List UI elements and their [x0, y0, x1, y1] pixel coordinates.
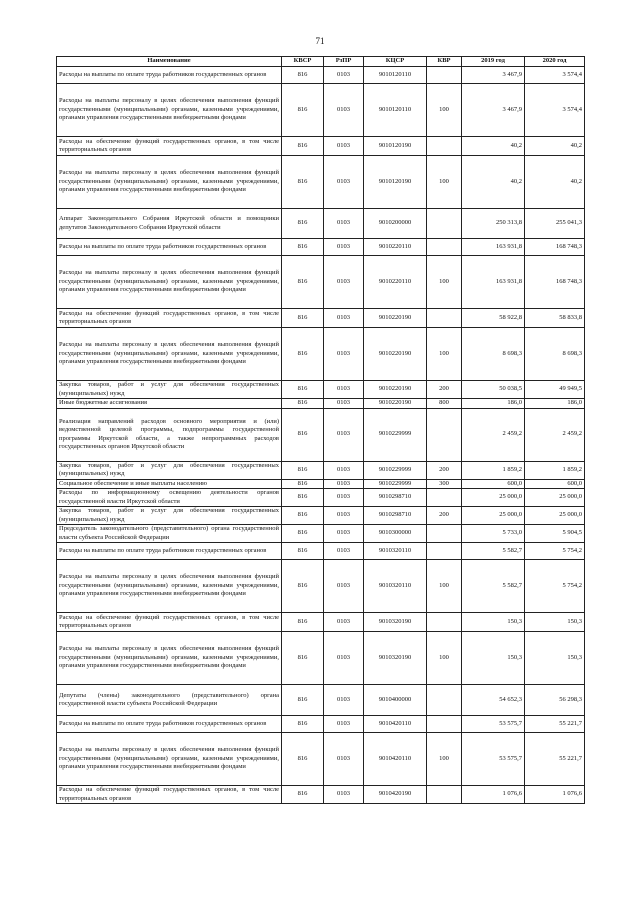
row-kvsr: 816: [282, 507, 324, 525]
row-name: Расходы на выплаты персоналу в целях обеспечения выполнения функций государственными (муниципальными) органами, казенными учреждениями, органами управления государственными внебюджетными фондами: [57, 256, 282, 309]
row-amount-2019: 163 931,8: [462, 256, 525, 309]
row-amount-2020: 150,3: [525, 613, 585, 632]
header-kvsr: КВСР: [282, 57, 324, 67]
row-kcsr: 9010220190: [364, 328, 427, 381]
header-2020: 2020 год: [525, 57, 585, 67]
row-amount-2019: 3 467,9: [462, 84, 525, 137]
row-kvr: [427, 685, 462, 716]
row-rzpr: 0103: [324, 67, 364, 84]
row-kvsr: 816: [282, 733, 324, 786]
table-row: [57, 733, 585, 786]
row-amount-2020: 600,0: [525, 479, 585, 489]
row-kvsr: 816: [282, 381, 324, 399]
row-kcsr: 9010300000: [364, 525, 427, 543]
row-amount-2019: 150,3: [462, 632, 525, 685]
row-amount-2020: 2 459,2: [525, 408, 585, 461]
row-amount-2019: 186,0: [462, 399, 525, 409]
table-header-row: [57, 57, 585, 67]
row-kvsr: 816: [282, 543, 324, 560]
row-name: Закупка товаров, работ и услуг для обеспечения государственных (муниципальных) нужд: [57, 381, 282, 399]
row-rzpr: 0103: [324, 543, 364, 560]
row-kcsr: 9010120190: [364, 137, 427, 156]
table-row: [57, 507, 585, 525]
row-amount-2019: 5 733,0: [462, 525, 525, 543]
row-kcsr: 9010220110: [364, 239, 427, 256]
row-amount-2019: 58 922,8: [462, 309, 525, 328]
row-amount-2020: 3 574,4: [525, 67, 585, 84]
table-row: [57, 256, 585, 309]
row-rzpr: 0103: [324, 507, 364, 525]
row-amount-2019: 54 652,3: [462, 685, 525, 716]
row-name: Расходы на выплаты персоналу в целях обеспечения выполнения функций государственными (муниципальными) органами, казенными учреждениями, органами управления государственными внебюджетными фондами: [57, 560, 282, 613]
row-amount-2019: 25 000,0: [462, 489, 525, 507]
row-kvr: [427, 786, 462, 804]
row-name: Социальное обеспечение и иные выплаты населению: [57, 479, 282, 489]
row-amount-2020: 55 221,7: [525, 733, 585, 786]
row-rzpr: 0103: [324, 786, 364, 804]
row-amount-2020: 25 000,0: [525, 507, 585, 525]
row-rzpr: 0103: [324, 632, 364, 685]
row-amount-2020: 55 221,7: [525, 716, 585, 733]
row-rzpr: 0103: [324, 525, 364, 543]
table-row: [57, 461, 585, 479]
row-name: Расходы на выплаты по оплате труда работников государственных органов: [57, 543, 282, 560]
header-rzpr: РзПР: [324, 57, 364, 67]
row-kcsr: 9010420110: [364, 716, 427, 733]
table-row: [57, 67, 585, 84]
row-rzpr: 0103: [324, 399, 364, 409]
row-kvsr: 816: [282, 560, 324, 613]
row-kvsr: 816: [282, 461, 324, 479]
row-rzpr: 0103: [324, 256, 364, 309]
table-row: [57, 479, 585, 489]
row-rzpr: 0103: [324, 716, 364, 733]
row-kcsr: 9010298710: [364, 507, 427, 525]
row-kcsr: 9010120110: [364, 84, 427, 137]
header-kvr: КВР: [427, 57, 462, 67]
row-rzpr: 0103: [324, 137, 364, 156]
row-kvsr: 816: [282, 786, 324, 804]
row-rzpr: 0103: [324, 733, 364, 786]
row-name: Расходы на выплаты по оплате труда работников государственных органов: [57, 716, 282, 733]
row-amount-2019: 53 575,7: [462, 716, 525, 733]
table-row: [57, 137, 585, 156]
row-amount-2020: 168 748,3: [525, 239, 585, 256]
row-rzpr: 0103: [324, 489, 364, 507]
row-amount-2019: 40,2: [462, 156, 525, 209]
row-kvsr: 816: [282, 399, 324, 409]
row-kcsr: 9010220190: [364, 309, 427, 328]
row-kvsr: 816: [282, 239, 324, 256]
table-row: [57, 209, 585, 239]
row-name: Закупка товаров, работ и услуг для обеспечения государственных (муниципальных) нужд: [57, 461, 282, 479]
row-kvsr: 816: [282, 716, 324, 733]
page-number: 71: [315, 36, 325, 46]
row-rzpr: 0103: [324, 560, 364, 613]
row-rzpr: 0103: [324, 408, 364, 461]
row-kcsr: 9010320110: [364, 560, 427, 613]
row-kvsr: 816: [282, 137, 324, 156]
row-name: Председатель законодательного (представительного) органа государственной власти субъекта Российской Федерации: [57, 525, 282, 543]
row-name: Депутаты (члены) законодательного (представительного) органа государственной власти субъекта Российской Федерации: [57, 685, 282, 716]
row-amount-2020: 5 904,5: [525, 525, 585, 543]
row-kcsr: 9010220190: [364, 399, 427, 409]
row-kvsr: 816: [282, 613, 324, 632]
row-amount-2019: 3 467,9: [462, 67, 525, 84]
row-amount-2019: 5 582,7: [462, 543, 525, 560]
row-name: Расходы на обеспечение функций государственных органов, в том числе территориальных органов: [57, 309, 282, 328]
row-kcsr: 9010220110: [364, 256, 427, 309]
row-amount-2020: 58 833,8: [525, 309, 585, 328]
row-name: Закупка товаров, работ и услуг для обеспечения государственных (муниципальных) нужд: [57, 507, 282, 525]
row-kvsr: 816: [282, 209, 324, 239]
row-rzpr: 0103: [324, 685, 364, 716]
row-kvsr: 816: [282, 328, 324, 381]
row-kvsr: 816: [282, 309, 324, 328]
table-row: [57, 399, 585, 409]
header-name: Наименование: [57, 57, 282, 67]
row-kcsr: 9010400000: [364, 685, 427, 716]
row-amount-2020: 3 574,4: [525, 84, 585, 137]
row-kvr: 200: [427, 507, 462, 525]
row-amount-2019: 1 859,2: [462, 461, 525, 479]
row-kvsr: 816: [282, 632, 324, 685]
row-amount-2019: 53 575,7: [462, 733, 525, 786]
row-amount-2019: 150,3: [462, 613, 525, 632]
row-kcsr: 9010420190: [364, 786, 427, 804]
header-2019: 2019 год: [462, 57, 525, 67]
row-amount-2020: 8 698,3: [525, 328, 585, 381]
row-kvsr: 816: [282, 256, 324, 309]
row-rzpr: 0103: [324, 309, 364, 328]
row-rzpr: 0103: [324, 239, 364, 256]
row-amount-2020: 255 041,3: [525, 209, 585, 239]
row-kvr: 300: [427, 479, 462, 489]
row-amount-2020: 1 859,2: [525, 461, 585, 479]
row-name: Реализация направлений расходов основного мероприятия и (или) ведомственной целевой программы, подпрограммы государственной программы Иркутской области, а также непрограммных расходов государственных органов Иркутской области: [57, 408, 282, 461]
table-row: [57, 786, 585, 804]
row-amount-2019: 5 582,7: [462, 560, 525, 613]
row-name: Расходы на обеспечение функций государственных органов, в том числе территориальных органов: [57, 137, 282, 156]
row-name: Расходы на выплаты по оплате труда работников государственных органов: [57, 67, 282, 84]
row-kvr: [427, 408, 462, 461]
row-name: Расходы на обеспечение функций государственных органов, в том числе территориальных органов: [57, 786, 282, 804]
row-amount-2020: 186,0: [525, 399, 585, 409]
row-rzpr: 0103: [324, 209, 364, 239]
row-amount-2019: 1 076,6: [462, 786, 525, 804]
row-rzpr: 0103: [324, 613, 364, 632]
row-amount-2020: 1 076,6: [525, 786, 585, 804]
row-kvr: [427, 239, 462, 256]
row-kvsr: 816: [282, 156, 324, 209]
table-row: [57, 489, 585, 507]
table-row: [57, 381, 585, 399]
row-amount-2020: 40,2: [525, 156, 585, 209]
row-kvr: [427, 613, 462, 632]
row-name: Расходы по информационному освещению деятельности органов государственной власти Иркутской области: [57, 489, 282, 507]
row-kvr: 200: [427, 381, 462, 399]
row-kvr: 100: [427, 328, 462, 381]
row-kvr: [427, 489, 462, 507]
table-row: [57, 156, 585, 209]
table-row: [57, 525, 585, 543]
header-kcsr: КЦСР: [364, 57, 427, 67]
row-name: Расходы на выплаты по оплате труда работников государственных органов: [57, 239, 282, 256]
row-kvr: 800: [427, 399, 462, 409]
row-rzpr: 0103: [324, 381, 364, 399]
row-kcsr: 9010229999: [364, 461, 427, 479]
row-kvsr: 816: [282, 84, 324, 137]
row-rzpr: 0103: [324, 328, 364, 381]
row-amount-2020: 56 298,3: [525, 685, 585, 716]
row-kcsr: 9010120190: [364, 156, 427, 209]
row-kvsr: 816: [282, 489, 324, 507]
row-kcsr: 9010229999: [364, 408, 427, 461]
row-kcsr: 9010229999: [364, 479, 427, 489]
row-kvsr: 816: [282, 67, 324, 84]
row-kvsr: 816: [282, 408, 324, 461]
table-row: [57, 309, 585, 328]
row-kvsr: 816: [282, 479, 324, 489]
table-row: [57, 543, 585, 560]
table-row: [57, 408, 585, 461]
row-kcsr: 9010200000: [364, 209, 427, 239]
row-name: Расходы на выплаты персоналу в целях обеспечения выполнения функций государственными (муниципальными) органами, казенными учреждениями, органами управления государственными внебюджетными фондами: [57, 733, 282, 786]
row-name: Расходы на выплаты персоналу в целях обеспечения выполнения функций государственными (муниципальными) органами, казенными учреждениями, органами управления государственными внебюджетными фондами: [57, 328, 282, 381]
row-name: Аппарат Законодательного Собрания Иркутской области и помощники депутатов Законодательного Собрания Иркутской области: [57, 209, 282, 239]
row-amount-2020: 150,3: [525, 632, 585, 685]
row-kvsr: 816: [282, 685, 324, 716]
table-row: [57, 685, 585, 716]
row-kvr: 100: [427, 156, 462, 209]
row-kcsr: 9010298710: [364, 489, 427, 507]
row-rzpr: 0103: [324, 479, 364, 489]
row-amount-2020: 25 000,0: [525, 489, 585, 507]
row-amount-2020: 40,2: [525, 137, 585, 156]
row-kvr: 100: [427, 256, 462, 309]
row-amount-2019: 8 698,3: [462, 328, 525, 381]
row-amount-2019: 25 000,0: [462, 507, 525, 525]
table-row: [57, 84, 585, 137]
row-kvr: 100: [427, 84, 462, 137]
row-amount-2020: 49 949,5: [525, 381, 585, 399]
row-amount-2019: 250 313,8: [462, 209, 525, 239]
row-name: Расходы на выплаты персоналу в целях обеспечения выполнения функций государственными (муниципальными) органами, казенными учреждениями, органами управления государственными внебюджетными фондами: [57, 632, 282, 685]
row-amount-2019: 600,0: [462, 479, 525, 489]
row-kvr: [427, 716, 462, 733]
row-kcsr: 9010320190: [364, 613, 427, 632]
row-rzpr: 0103: [324, 156, 364, 209]
row-kvsr: 816: [282, 525, 324, 543]
row-name: Расходы на выплаты персоналу в целях обеспечения выполнения функций государственными (муниципальными) органами, казенными учреждениями, органами управления государственными внебюджетными фондами: [57, 156, 282, 209]
row-kcsr: 9010320190: [364, 632, 427, 685]
row-kvr: 200: [427, 461, 462, 479]
row-kcsr: 9010120110: [364, 67, 427, 84]
row-kvr: [427, 543, 462, 560]
row-amount-2020: 5 754,2: [525, 543, 585, 560]
row-amount-2020: 168 748,3: [525, 256, 585, 309]
row-rzpr: 0103: [324, 461, 364, 479]
row-name: Расходы на обеспечение функций государственных органов, в том числе территориальных органов: [57, 613, 282, 632]
row-kvr: [427, 209, 462, 239]
row-kcsr: 9010320110: [364, 543, 427, 560]
table-row: [57, 632, 585, 685]
table-row: [57, 560, 585, 613]
row-kvr: 100: [427, 632, 462, 685]
table-body: [57, 67, 585, 804]
row-kvr: [427, 137, 462, 156]
row-amount-2020: 5 754,2: [525, 560, 585, 613]
table-row: [57, 613, 585, 632]
row-amount-2019: 40,2: [462, 137, 525, 156]
row-name: Расходы на выплаты персоналу в целях обеспечения выполнения функций государственными (муниципальными) органами, казенными учреждениями, органами управления государственными внебюджетными фондами: [57, 84, 282, 137]
row-amount-2019: 2 459,2: [462, 408, 525, 461]
table-row: [57, 239, 585, 256]
row-kvr: 100: [427, 560, 462, 613]
table-row: [57, 328, 585, 381]
row-kvr: [427, 309, 462, 328]
row-kvr: 100: [427, 733, 462, 786]
row-kvr: [427, 525, 462, 543]
table-row: [57, 716, 585, 733]
row-kcsr: 9010220190: [364, 381, 427, 399]
row-name: Иные бюджетные ассигнования: [57, 399, 282, 409]
row-amount-2019: 163 931,8: [462, 239, 525, 256]
row-amount-2019: 50 038,5: [462, 381, 525, 399]
row-kcsr: 9010420110: [364, 733, 427, 786]
row-rzpr: 0103: [324, 84, 364, 137]
row-kvr: [427, 67, 462, 84]
budget-table: [56, 56, 585, 804]
